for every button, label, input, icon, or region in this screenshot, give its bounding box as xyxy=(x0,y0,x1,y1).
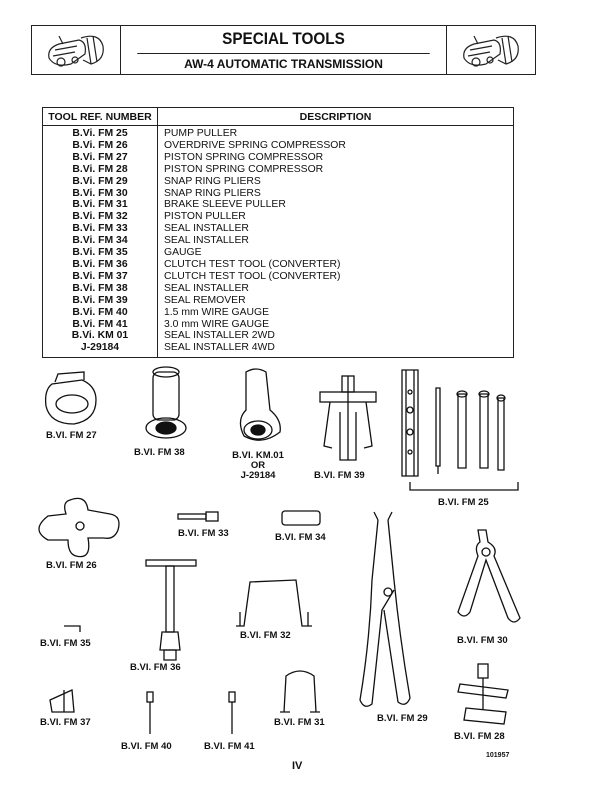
description-cell: 3.0 mm WIRE GAUGE xyxy=(164,318,270,330)
tool-ref-cell: J-29184 xyxy=(43,342,158,357)
label-fm41: B.VI. FM 41 xyxy=(204,741,255,752)
description-cell: SEAL REMOVER xyxy=(164,294,246,306)
fm34-seal-installer-drawing xyxy=(282,511,320,525)
tool-ref-cell: B.Vi. FM 29 xyxy=(43,176,158,188)
description-cell: SNAP RING PLIERS xyxy=(164,175,261,187)
page-number: IV xyxy=(292,760,303,772)
column-header-description: DESCRIPTION xyxy=(158,108,514,126)
description-cell: SEAL INSTALLER xyxy=(164,223,249,235)
label-fm30: B.VI. FM 30 xyxy=(457,635,508,646)
description-cell: PISTON SPRING COMPRESSOR xyxy=(164,163,324,175)
tool-ref-cell: B.Vi. FM 34 xyxy=(43,235,158,247)
tool-ref-cell: B.Vi. FM 30 xyxy=(43,188,158,200)
fm37-clutch-test-tool-drawing xyxy=(50,690,74,712)
fm39-seal-remover-drawing xyxy=(320,376,376,460)
fm36-clutch-test-tool-drawing xyxy=(146,560,196,660)
label-km01 xyxy=(228,451,288,481)
tool-ref-cell: B.Vi. FM 35 xyxy=(43,247,158,259)
tool-ref-cell: B.Vi. KM 01 xyxy=(43,330,158,342)
fm32-piston-puller-drawing xyxy=(236,580,312,626)
tool-ref-cell: B.Vi. FM 32 xyxy=(43,211,158,223)
fm30-snap-ring-pliers-drawing xyxy=(458,530,520,622)
tool-ref-cell: B.Vi. FM 38 xyxy=(43,283,158,295)
fm26-overdrive-spring-compressor-drawing xyxy=(39,498,119,556)
description-cell: CLUTCH TEST TOOL (CONVERTER) xyxy=(164,258,341,270)
description-cell: PISTON SPRING COMPRESSOR xyxy=(164,151,324,163)
label-fm32: B.VI. FM 32 xyxy=(240,630,291,641)
tool-ref-cell: B.Vi. FM 27 xyxy=(43,152,158,164)
tool-ref-cell: B.Vi. FM 36 xyxy=(43,259,158,271)
fm33-seal-installer-drawing xyxy=(178,512,218,521)
label-fm35: B.VI. FM 35 xyxy=(40,638,91,649)
description-cell: 1.5 mm WIRE GAUGE xyxy=(164,306,270,318)
fm35-gauge-drawing xyxy=(64,626,80,632)
label-fm27: B.VI. FM 27 xyxy=(46,430,97,441)
label-fm28: B.VI. FM 28 xyxy=(454,731,505,742)
label-fm26: B.VI. FM 26 xyxy=(46,560,97,571)
tool-ref-cell: B.Vi. FM 41 xyxy=(43,319,158,331)
page-subtitle: AW-4 AUTOMATIC TRANSMISSION xyxy=(184,56,383,71)
tool-ref-cell: B.Vi. FM 31 xyxy=(43,199,158,211)
label-or-text: OR xyxy=(250,460,266,471)
fm25-pump-puller-drawing xyxy=(402,370,518,490)
tool-ref-cell: B.Vi. FM 26 xyxy=(43,140,158,152)
label-fm39: B.VI. FM 39 xyxy=(314,470,365,481)
label-fm25: B.VI. FM 25 xyxy=(438,497,489,508)
description-cell: SEAL INSTALLER 4WD xyxy=(164,342,275,354)
fm40-wire-gauge-drawing xyxy=(147,692,153,734)
label-fm40: B.VI. FM 40 xyxy=(121,741,172,752)
tool-ref-cell: B.Vi. FM 28 xyxy=(43,164,158,176)
label-fm37: B.VI. FM 37 xyxy=(40,717,91,728)
label-fm33: B.VI. FM 33 xyxy=(178,528,229,539)
description-cell: PUMP PULLER xyxy=(164,128,238,139)
description-cell: CLUTCH TEST TOOL (CONVERTER) xyxy=(164,270,341,282)
page-title: SPECIAL TOOLS xyxy=(137,26,430,54)
tool-ref-cell: B.Vi. FM 37 xyxy=(43,271,158,283)
label-fm36: B.VI. FM 36 xyxy=(130,662,181,673)
tool-ref-cell: B.Vi. FM 25 xyxy=(43,126,158,140)
tool-ref-cell: B.Vi. FM 39 xyxy=(43,295,158,307)
figure-code: 101957 xyxy=(486,752,510,759)
label-fm34: B.VI. FM 34 xyxy=(275,532,326,543)
fm41-wire-gauge-drawing xyxy=(229,692,235,734)
tool-ref-cell: B.Vi. FM 40 xyxy=(43,307,158,319)
description-cell: SEAL INSTALLER xyxy=(164,235,249,247)
tool-ref-cell: B.Vi. FM 33 xyxy=(43,223,158,235)
label-km01-text: B.VI. KM.01 xyxy=(232,450,284,461)
km01-seal-installer-drawing xyxy=(240,369,280,440)
description-cell: SNAP RING PLIERS xyxy=(164,187,261,199)
description-cell: BRAKE SLEEVE PULLER xyxy=(164,199,286,211)
description-cell: PISTON PULLER xyxy=(164,211,246,223)
label-fm29: B.VI. FM 29 xyxy=(377,713,428,724)
label-j29184-text: J-29184 xyxy=(240,470,276,481)
description-cell: GAUGE xyxy=(164,247,202,259)
fm28-piston-spring-compressor-drawing xyxy=(458,664,508,724)
fm31-brake-sleeve-puller-drawing xyxy=(280,671,320,712)
fm27-piston-spring-compressor-drawing xyxy=(46,372,96,424)
fm29-snap-ring-pliers-drawing xyxy=(360,512,410,706)
label-fm31: B.VI. FM 31 xyxy=(274,717,325,728)
description-cell: OVERDRIVE SPRING COMPRESSOR xyxy=(164,139,346,151)
label-fm38: B.VI. FM 38 xyxy=(134,447,185,458)
description-cell: SEAL INSTALLER xyxy=(164,282,249,294)
column-header-tool-ref: TOOL REF. NUMBER xyxy=(43,108,158,126)
description-cell: SEAL INSTALLER 2WD xyxy=(164,330,275,342)
fm38-seal-installer-drawing xyxy=(146,367,186,438)
